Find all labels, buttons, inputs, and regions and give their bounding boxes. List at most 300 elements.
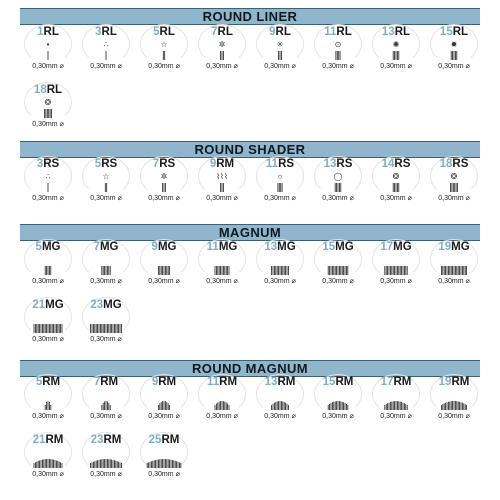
needle-cluster-icon — [78, 182, 134, 193]
diameter-symbol: ⌀ — [59, 195, 64, 202]
section-header — [20, 8, 480, 25]
needle-label — [194, 241, 250, 254]
needle-config-item — [368, 26, 424, 76]
needle-diameter — [136, 277, 192, 286]
needle-code: RM — [100, 376, 119, 388]
needle-config-item — [78, 241, 134, 291]
configuration-pattern-icon: ∴ — [103, 40, 109, 49]
diameter-value: 0,30mm — [32, 413, 58, 420]
needle-count: 5 — [153, 26, 160, 38]
needle-config-item — [194, 26, 250, 76]
needle-code: RS — [394, 158, 411, 170]
diameter-value: 0,30mm — [264, 63, 290, 70]
needle-config-item — [194, 241, 250, 291]
needle-code: MG — [157, 241, 177, 253]
needle-config-item — [252, 241, 308, 291]
needle-code: RL — [452, 26, 469, 38]
needle-count: 11 — [206, 241, 219, 253]
configuration-pattern-icon: ❂ — [450, 172, 458, 181]
needle-label — [20, 26, 76, 39]
diameter-symbol: ⌀ — [175, 471, 180, 478]
configuration-pattern-icon: ❂ — [392, 172, 400, 181]
needle-count: 7 — [211, 26, 218, 38]
configuration-pattern-icon: ☆ — [102, 172, 110, 181]
needle-code: RS — [101, 158, 118, 170]
configuration-pattern-icon: • — [46, 40, 50, 49]
needle-code: RL — [101, 26, 117, 38]
needle-diameter — [426, 412, 482, 421]
diameter-value: 0,30mm — [148, 413, 174, 420]
needle-count: 13 — [323, 158, 337, 170]
needle-diameter — [78, 412, 134, 421]
diameter-symbol: ⌀ — [117, 195, 122, 202]
diameter-symbol: ⌀ — [233, 413, 238, 420]
needle-code: RM — [335, 376, 354, 388]
needle-diameter — [194, 412, 250, 421]
diameter-symbol: ⌀ — [59, 63, 64, 70]
needle-code: MG — [335, 241, 354, 253]
needle-diameter — [252, 277, 308, 286]
diameter-value: 0,30mm — [264, 413, 290, 420]
needle-config-item — [20, 434, 76, 484]
diameter-symbol: ⌀ — [59, 413, 64, 420]
needle-diameter — [310, 412, 366, 421]
diameter-value: 0,30mm — [148, 195, 174, 202]
diameter-value: 0,30mm — [32, 195, 58, 202]
diameter-symbol: ⌀ — [465, 195, 470, 202]
diameter-symbol: ⌀ — [117, 336, 122, 343]
section-title: MAGNUM — [218, 225, 282, 240]
needle-code: MG — [45, 299, 64, 311]
needle-code: RS — [336, 158, 353, 170]
diameter-symbol: ⌀ — [291, 195, 296, 202]
needle-diameter — [20, 277, 76, 286]
needle-label — [78, 26, 134, 39]
needle-count: 14 — [381, 158, 395, 170]
diameter-symbol: ⌀ — [59, 278, 64, 285]
diameter-symbol: ⌀ — [465, 278, 470, 285]
needle-diameter — [136, 470, 192, 479]
needle-cluster-icon — [310, 182, 366, 193]
needle-config-item — [78, 26, 134, 76]
needle-count: 5 — [35, 376, 43, 388]
needle-code: MG — [218, 241, 238, 253]
diameter-symbol: ⌀ — [175, 278, 180, 285]
needle-label — [136, 26, 192, 39]
needle-code: RM — [216, 158, 235, 170]
needle-label — [368, 241, 424, 254]
diameter-symbol: ⌀ — [291, 278, 296, 285]
needle-cluster-icon — [252, 400, 308, 411]
needle-label — [368, 158, 424, 171]
needle-count: 17 — [380, 376, 394, 388]
needle-diameter — [20, 412, 76, 421]
needle-code: MG — [393, 241, 412, 253]
needle-label — [136, 434, 192, 447]
needle-diameter — [20, 335, 76, 344]
needle-cluster-icon — [136, 458, 192, 469]
needle-count: 15 — [322, 376, 336, 388]
needle-cluster-icon — [194, 265, 250, 276]
needle-cluster-icon — [194, 182, 250, 193]
needle-cluster-icon — [426, 265, 482, 276]
needle-cluster-icon — [78, 265, 134, 276]
needle-cluster-icon — [368, 50, 424, 61]
diameter-value: 0,30mm — [322, 195, 348, 202]
needle-config-item — [310, 26, 366, 76]
diameter-value: 0,30mm — [438, 63, 464, 70]
needle-label — [252, 241, 308, 254]
needle-label — [78, 158, 134, 171]
diameter-symbol: ⌀ — [59, 121, 64, 128]
needle-cluster-icon — [310, 50, 366, 61]
needle-diameter — [310, 277, 366, 286]
needle-config-item — [136, 376, 192, 426]
needle-config-item — [252, 376, 308, 426]
needle-diameter — [368, 412, 424, 421]
diameter-value: 0,30mm — [322, 63, 348, 70]
diameter-value: 0,30mm — [380, 413, 406, 420]
needle-diameter — [252, 194, 308, 203]
needle-config-item — [194, 376, 250, 426]
needle-config-item — [310, 241, 366, 291]
needle-config-item — [20, 376, 76, 426]
section-header — [20, 141, 480, 158]
needle-count: 15 — [439, 26, 453, 38]
diameter-value: 0,30mm — [32, 121, 58, 128]
diameter-value: 0,30mm — [148, 278, 174, 285]
diameter-symbol: ⌀ — [233, 195, 238, 202]
needle-count: 7 — [93, 241, 100, 253]
configuration-pattern-icon: ✲ — [160, 172, 168, 181]
needle-config-item — [136, 26, 192, 76]
needle-cluster-icon — [20, 265, 76, 276]
needle-diameter — [368, 277, 424, 286]
diameter-value: 0,30mm — [438, 195, 464, 202]
needle-config-item — [252, 158, 308, 208]
needle-cluster-icon — [426, 182, 482, 193]
needle-code: RM — [158, 376, 177, 388]
needle-label — [20, 299, 76, 312]
needle-diameter — [78, 277, 134, 286]
diameter-value: 0,30mm — [90, 63, 116, 70]
needle-count: 18 — [33, 84, 47, 96]
needle-config-item — [194, 158, 250, 208]
diameter-value: 0,30mm — [322, 413, 348, 420]
diameter-symbol: ⌀ — [407, 63, 412, 70]
diameter-symbol: ⌀ — [349, 278, 354, 285]
needle-cluster-icon — [136, 50, 192, 61]
diameter-value: 0,30mm — [148, 471, 174, 478]
needle-diameter — [194, 62, 250, 71]
configuration-pattern-icon: ✹ — [450, 40, 458, 49]
needle-config-item — [78, 376, 134, 426]
needle-cluster-icon — [310, 265, 366, 276]
diameter-symbol: ⌀ — [59, 336, 64, 343]
needle-cluster-icon — [252, 265, 308, 276]
needle-diameter — [310, 62, 366, 71]
needle-config-item — [78, 158, 134, 208]
diameter-value: 0,30mm — [32, 278, 58, 285]
needle-code: RS — [43, 158, 60, 170]
needle-cluster-icon — [78, 50, 134, 61]
needle-label — [194, 158, 250, 171]
configuration-pattern-icon: ✲ — [218, 40, 226, 49]
needle-diameter — [78, 62, 134, 71]
needle-cluster-icon — [426, 50, 482, 61]
needle-label — [78, 299, 134, 312]
needle-cluster-icon — [20, 50, 76, 61]
needle-count: 11 — [265, 158, 279, 170]
needle-code: MG — [41, 241, 61, 253]
needle-label — [20, 158, 76, 171]
needle-label — [368, 26, 424, 39]
needle-cluster-icon — [252, 50, 308, 61]
needle-cluster-icon — [136, 265, 192, 276]
needle-config-item — [78, 434, 134, 484]
needle-label — [252, 158, 308, 171]
needle-diameter — [194, 194, 250, 203]
diameter-symbol: ⌀ — [465, 413, 470, 420]
needle-config-item — [426, 26, 482, 76]
needle-count: 21 — [32, 299, 46, 311]
diameter-value: 0,30mm — [32, 471, 58, 478]
diameter-value: 0,30mm — [380, 278, 406, 285]
diameter-value: 0,30mm — [32, 63, 58, 70]
needle-label — [252, 376, 308, 389]
needle-label — [78, 241, 134, 254]
needle-label — [136, 158, 192, 171]
needle-diameter — [136, 194, 192, 203]
diameter-symbol: ⌀ — [117, 63, 122, 70]
needle-label — [426, 376, 482, 389]
needle-count: 3 — [36, 158, 44, 170]
needle-config-item — [426, 241, 482, 291]
diameter-value: 0,30mm — [90, 195, 116, 202]
needle-diameter — [136, 412, 192, 421]
needle-code: RM — [103, 434, 122, 446]
needle-diameter — [78, 470, 134, 479]
needle-cluster-icon — [78, 458, 134, 469]
diameter-symbol: ⌀ — [291, 63, 296, 70]
needle-count: 18 — [439, 158, 453, 170]
needle-count: 13 — [264, 376, 278, 388]
needle-cluster-icon — [20, 182, 76, 193]
section-title: ROUND SHADER — [194, 142, 306, 157]
needle-count: 13 — [381, 26, 395, 38]
section-header — [20, 224, 480, 241]
needle-count: 23 — [90, 434, 104, 446]
configuration-pattern-icon: ☆ — [160, 40, 168, 49]
needle-cluster-icon — [194, 50, 250, 61]
needle-count: 13 — [264, 241, 278, 253]
configuration-pattern-icon: ○ — [277, 172, 283, 181]
diameter-symbol: ⌀ — [465, 63, 470, 70]
needle-config-item — [20, 241, 76, 291]
section-title: ROUND LINER — [202, 9, 298, 24]
needle-code: RL — [275, 26, 291, 38]
needle-label — [310, 158, 366, 171]
needle-diameter — [426, 194, 482, 203]
diameter-symbol: ⌀ — [117, 413, 122, 420]
needle-count: 5 — [94, 158, 102, 170]
diameter-symbol: ⌀ — [59, 471, 64, 478]
section-header — [20, 360, 480, 377]
diameter-symbol: ⌀ — [349, 413, 354, 420]
needle-cluster-icon — [310, 400, 366, 411]
needle-label — [426, 26, 482, 39]
configuration-pattern-icon: ✳ — [276, 40, 284, 49]
diameter-value: 0,30mm — [206, 195, 232, 202]
needle-cluster-icon — [252, 182, 308, 193]
needle-code: MG — [451, 241, 470, 253]
configuration-pattern-icon: ∴ — [45, 172, 51, 181]
needle-config-item — [426, 158, 482, 208]
needle-cluster-icon — [78, 323, 134, 334]
needle-cluster-icon — [20, 323, 76, 334]
needle-cluster-icon — [78, 400, 134, 411]
needle-label — [194, 376, 250, 389]
needle-config-item — [78, 299, 134, 349]
needle-label — [368, 376, 424, 389]
needle-config-item — [368, 241, 424, 291]
diameter-symbol: ⌀ — [349, 195, 354, 202]
needle-code: MG — [277, 241, 296, 253]
section-title: ROUND MAGNUM — [191, 361, 308, 376]
needle-config-item — [20, 84, 76, 134]
needle-count: 9 — [151, 376, 159, 388]
configuration-pattern-icon: ⊙ — [334, 40, 342, 49]
needle-label — [20, 434, 76, 447]
needle-count: 1 — [37, 26, 44, 38]
diameter-symbol: ⌀ — [175, 195, 180, 202]
needle-code: RM — [42, 376, 61, 388]
needle-config-item — [136, 158, 192, 208]
needle-label — [20, 84, 76, 97]
needle-config-item — [20, 158, 76, 208]
needle-code: RL — [46, 84, 63, 96]
needle-cluster-icon — [368, 400, 424, 411]
diameter-value: 0,30mm — [90, 278, 116, 285]
needle-cluster-icon — [194, 400, 250, 411]
needle-cluster-icon — [136, 182, 192, 193]
diameter-symbol: ⌀ — [233, 63, 238, 70]
diameter-symbol: ⌀ — [349, 63, 354, 70]
needle-diameter — [368, 194, 424, 203]
needle-count: 19 — [438, 241, 452, 253]
needle-label — [20, 376, 76, 389]
needle-config-item — [20, 26, 76, 76]
diameter-value: 0,30mm — [90, 471, 116, 478]
diameter-symbol: ⌀ — [407, 278, 412, 285]
diameter-value: 0,30mm — [264, 195, 290, 202]
diameter-value: 0,30mm — [90, 336, 116, 343]
diameter-symbol: ⌀ — [291, 413, 296, 420]
needle-diameter — [252, 62, 308, 71]
needle-count: 9 — [151, 241, 158, 253]
diameter-value: 0,30mm — [206, 63, 232, 70]
diameter-symbol: ⌀ — [175, 63, 180, 70]
needle-label — [426, 158, 482, 171]
needle-count: 7 — [152, 158, 160, 170]
diameter-value: 0,30mm — [322, 278, 348, 285]
needle-cluster-icon — [20, 108, 76, 119]
needle-diameter — [426, 277, 482, 286]
needle-code: RS — [452, 158, 469, 170]
needle-count: 5 — [35, 241, 42, 253]
diameter-value: 0,30mm — [90, 413, 116, 420]
needle-label — [136, 241, 192, 254]
diameter-symbol: ⌀ — [407, 195, 412, 202]
needle-count: 7 — [93, 376, 101, 388]
diameter-symbol: ⌀ — [407, 413, 412, 420]
needle-code: RM — [45, 434, 64, 446]
needle-diameter — [20, 470, 76, 479]
needle-code: RM — [451, 376, 470, 388]
needle-label — [252, 26, 308, 39]
diameter-value: 0,30mm — [438, 278, 464, 285]
needle-code: RL — [43, 26, 59, 38]
needle-diameter — [310, 194, 366, 203]
needle-config-item — [136, 434, 192, 484]
needle-code: RS — [278, 158, 295, 170]
needle-config-item — [20, 299, 76, 349]
diameter-value: 0,30mm — [438, 413, 464, 420]
needle-code: RS — [159, 158, 176, 170]
needle-cluster-icon — [368, 182, 424, 193]
needle-config-item — [368, 158, 424, 208]
needle-diameter — [20, 62, 76, 71]
needle-label — [136, 376, 192, 389]
needle-cluster-icon — [20, 400, 76, 411]
diameter-value: 0,30mm — [264, 278, 290, 285]
needle-code: RL — [394, 26, 411, 38]
configuration-pattern-icon: ✺ — [392, 40, 400, 49]
diameter-symbol: ⌀ — [117, 278, 122, 285]
needle-config-item — [252, 26, 308, 76]
needle-count: 11 — [206, 376, 220, 388]
diameter-value: 0,30mm — [206, 413, 232, 420]
needle-code: RM — [161, 434, 180, 446]
needle-diameter — [20, 194, 76, 203]
configuration-pattern-icon: ◯ — [333, 172, 343, 181]
diameter-value: 0,30mm — [32, 336, 58, 343]
needle-label — [194, 26, 250, 39]
needle-label — [78, 376, 134, 389]
needle-diameter — [20, 120, 76, 129]
needle-count: 9 — [209, 158, 217, 170]
diameter-value: 0,30mm — [380, 63, 406, 70]
needle-diameter — [252, 412, 308, 421]
needle-label — [310, 26, 366, 39]
diameter-value: 0,30mm — [380, 195, 406, 202]
needle-count: 21 — [32, 434, 46, 446]
needle-config-item — [368, 376, 424, 426]
needle-count: 9 — [269, 26, 276, 38]
diameter-symbol: ⌀ — [175, 413, 180, 420]
needle-code: RL — [217, 26, 233, 38]
diameter-symbol: ⌀ — [233, 278, 238, 285]
needle-count: 15 — [322, 241, 336, 253]
needle-label — [78, 434, 134, 447]
needle-diameter — [426, 62, 482, 71]
diameter-value: 0,30mm — [148, 63, 174, 70]
needle-count: 11 — [324, 26, 337, 38]
configuration-pattern-icon: ⌇⌇⌇ — [216, 172, 228, 181]
diameter-symbol: ⌀ — [117, 471, 122, 478]
needle-cluster-icon — [426, 400, 482, 411]
needle-count: 23 — [90, 299, 104, 311]
